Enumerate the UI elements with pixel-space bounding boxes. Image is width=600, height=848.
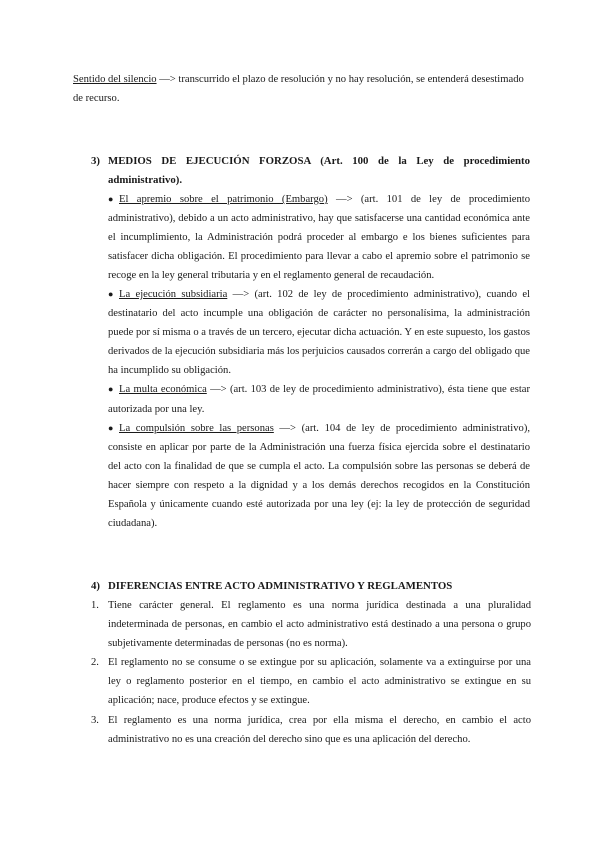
list-item [108,190,530,285]
section-4-title: DIFERENCIAS ENTRE ACTO ADMINISTRATIVO Y REGLAMENTOS [108,580,453,592]
section-3-list [108,190,530,533]
item-text: —> (art. 103 de ley de procedimiento administrativo), ésta tiene que estar autorizada por una ley. [108,384,530,415]
item-text: El reglamento es una norma jurídica, crea por ella misma el derecho, en cambio el acto administrativo no es una creación del derecho sino que es una aplicación del derecho. [108,714,531,745]
bullet-icon: ● [108,384,114,395]
section-3-number: 3) [91,155,100,167]
item-number: 2. [91,657,99,669]
section-4-list [91,596,531,749]
list-item [108,419,530,533]
item-number: 1. [91,600,99,611]
section-3-title: MEDIOS DE EJECUCIÓN FORZOSA (Art. 100 de la Ley de procedimiento administrativo). [108,155,530,186]
item-text: El reglamento no se consume o se extingue por su aplicación, solamente va a extinguirse por una ley o reglamento posterior en el tiempo, en cambio el acto administrativo se extingue en su aplicación; nace, produce efectos y se extingue. [108,657,531,707]
bullet-icon: ● [108,194,114,204]
item-text: —> (art. 102 de ley de procedimiento administrativo), cuando el destinatario del acto incumple una obligación de carácter no personalísima, la administración puede por sí misma o a través de un tercero, ejecutar dicha actuación. Y en este supuesto, los gastos derivados de la ejecución subsidiaria más los perjuicios causados correrán a cargo del obligado que ha incumplido su obligación. [108,289,530,377]
item-label: La ejecución subsidiaria [119,289,228,301]
list-item [91,653,531,710]
list-item [108,380,530,418]
intro-label: Sentido del silencio [73,74,157,85]
list-item [108,285,530,380]
item-label: El apremio sobre el patrimonio (Embargo) [119,194,328,205]
item-number: 3. [91,714,99,726]
item-text: Tiene carácter general. El reglamento es una norma jurídica destinada a una pluralidad indeterminada de personas, en cambio el acto administrativo está destinado a una persona o grupo subjetivamente determinadas de personas (no es norma). [108,600,531,650]
section-4-number: 4) [91,580,100,592]
list-item [91,711,531,749]
bullet-icon: ● [108,289,114,300]
item-label: La compulsión sobre las personas [119,422,274,434]
intro-text: —> transcurrido el plazo de resolución y no hay resolución, se entenderá desestimado de recurso. [73,74,524,104]
intro-paragraph [73,70,533,108]
item-text: —> (art. 101 de ley de procedimiento administrativo), debido a un acto administrativo, hay que satisfacerse una cantidad económica ante el incumplimiento, la Administración podrá proceder al embargo e los bienes suficientes para satisfacer dicha obligación. El procedimiento para llevar a cabo el apremio sobre el patrimonio se recoge en la ley general tributaria y en el reglamento general de recaudación. [108,194,531,282]
item-text: —> (art. 104 de ley de procedimiento administrativo), consiste en aplicar por parte de la Administración una fuerza física ejercida sobre el destinatario del acto con la finalidad de que se cumpla el acto. La compulsión sobre las personas se deberá de hacer siempre con respeto a la dignidad y a los demás derechos recogidos en la Constitución Española y únicamente cuando esté autorizada por una ley (ej: la ley de protección de seguridad ciudadana). [108,422,530,529]
item-label: La multa económica [119,384,207,396]
bullet-icon: ● [108,422,114,433]
list-item [91,596,531,653]
